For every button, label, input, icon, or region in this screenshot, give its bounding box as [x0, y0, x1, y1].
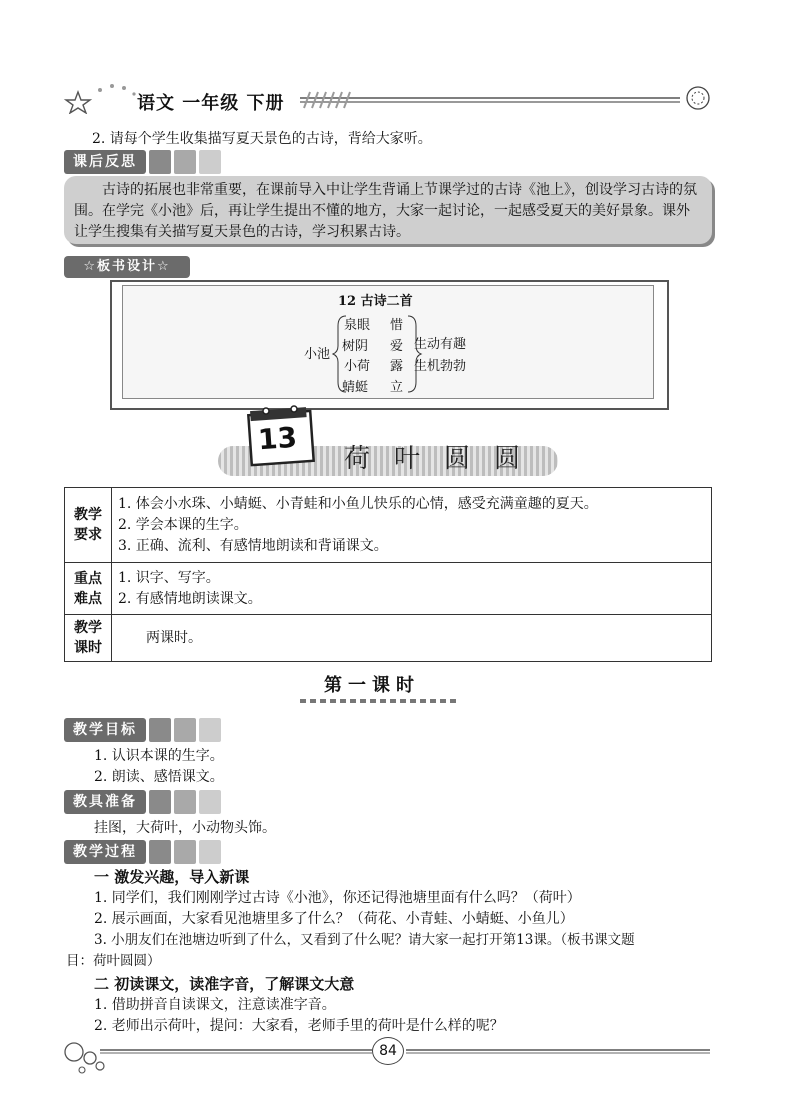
board-center: 小池 — [304, 347, 331, 362]
teaching-goals-table — [64, 487, 712, 662]
list-item: 3. 正确、流利、有感情地朗读和背诵课文。 — [118, 537, 388, 554]
process-tag-label: 教学过程 — [64, 840, 146, 864]
row-header: 教学 课时 — [65, 615, 112, 662]
board-row: 树阴 — [342, 339, 369, 354]
list-item: 两课时。 — [146, 629, 202, 646]
process-tag — [64, 840, 221, 864]
homework-item: 2. 请每个学生收集描写夏天景色的古诗，背给大家听。 — [92, 131, 432, 147]
page-number: 84 — [372, 1037, 404, 1065]
process-item: 1. 借助拼音自读课文，注意读准字音。 — [94, 997, 336, 1013]
board-row-verb: 惜 — [390, 318, 404, 333]
row-header: 教学 要求 — [65, 488, 112, 563]
list-item: 1. 识字、写字。 — [118, 569, 220, 586]
reflection-tag — [64, 150, 221, 174]
lesson-number: 13 — [256, 420, 299, 457]
board-title: 12 古诗二首 — [338, 294, 413, 309]
list-item: 2. 有感情地朗读课文。 — [118, 590, 262, 607]
row-header: 重点 难点 — [65, 563, 112, 615]
lesson-title-char: 圆 — [444, 444, 471, 474]
process-part-1-title: 一 激发兴趣，导入新课 — [94, 868, 250, 886]
materials-text: 挂图，大荷叶，小动物头饰。 — [94, 820, 276, 836]
row-content — [112, 563, 712, 615]
lesson-title-char: 叶 — [394, 444, 421, 474]
period-underline — [300, 697, 460, 705]
reflection-text: 古诗的拓展也非常重要，在课前导入中让学生背诵上节课学过的古诗《池上》，创设学习古诗的氛围。在学完《小池》后，再让学生提出不懂的地方，大家一起讨论，一起感受夏天的美好景象。课外让学生搜集有关描写夏天景色的古诗，学习积累古诗。 — [64, 176, 712, 244]
table-row — [65, 488, 712, 563]
objective-item: 1. 认识本课的生字。 — [94, 748, 224, 764]
objectives-tag — [64, 718, 221, 742]
period-heading: 第一课时 — [324, 675, 420, 696]
lesson-title-char: 荷 — [344, 444, 371, 474]
row-content — [112, 488, 712, 563]
reflection-tag-label: 课后反思 — [64, 150, 146, 174]
process-item: 3. 小朋友们在池塘边听到了什么，又看到了什么呢？请大家一起打开第13课。（板书课文题 — [94, 932, 635, 948]
process-part-2-title: 二 初读课文，读准字音，了解课文大意 — [94, 975, 355, 993]
board-row: 泉眼 — [344, 318, 371, 333]
row-content — [112, 615, 712, 662]
objective-item: 2. 朗读、感悟课文。 — [94, 769, 224, 785]
board-row: 小荷 — [344, 359, 371, 374]
process-item: 1. 同学们，我们刚刚学过古诗《小池》，你还记得池塘里面有什么吗？（荷叶） — [94, 890, 581, 906]
board-row: 蜻蜓 — [342, 380, 369, 395]
star-icon — [66, 92, 90, 113]
table-row — [65, 615, 712, 662]
header-title: 语文 一年级 下册 — [137, 93, 285, 114]
lesson-title-char: 圆 — [494, 444, 521, 474]
board-result-2: 生机勃勃 — [414, 359, 467, 374]
board-row-verb: 立 — [390, 380, 404, 395]
process-item: 2. 展示画面，大家看见池塘里多了什么？（荷花、小青蛙、小蜻蜓、小鱼儿） — [94, 911, 574, 927]
board-row-verb: 爱 — [390, 339, 404, 354]
table-row — [65, 563, 712, 615]
materials-tag-label: 教具准备 — [64, 790, 146, 814]
objectives-tag-label: 教学目标 — [64, 718, 146, 742]
board-row-verb: 露 — [390, 359, 404, 374]
board-design-tag: ☆板书设计☆ — [64, 256, 190, 278]
list-item: 1. 体会小水珠、小蜻蜓、小青蛙和小鱼儿快乐的心情，感受充满童趣的夏天。 — [118, 495, 598, 512]
process-item: 2. 老师出示荷叶，提问：大家看，老师手里的荷叶是什么样的呢？ — [94, 1018, 504, 1034]
board-result-1: 生动有趣 — [414, 337, 467, 352]
list-item: 2. 学会本课的生字。 — [118, 516, 248, 533]
materials-tag — [64, 790, 221, 814]
process-item-continued: 目：荷叶圆圆） — [66, 953, 161, 969]
